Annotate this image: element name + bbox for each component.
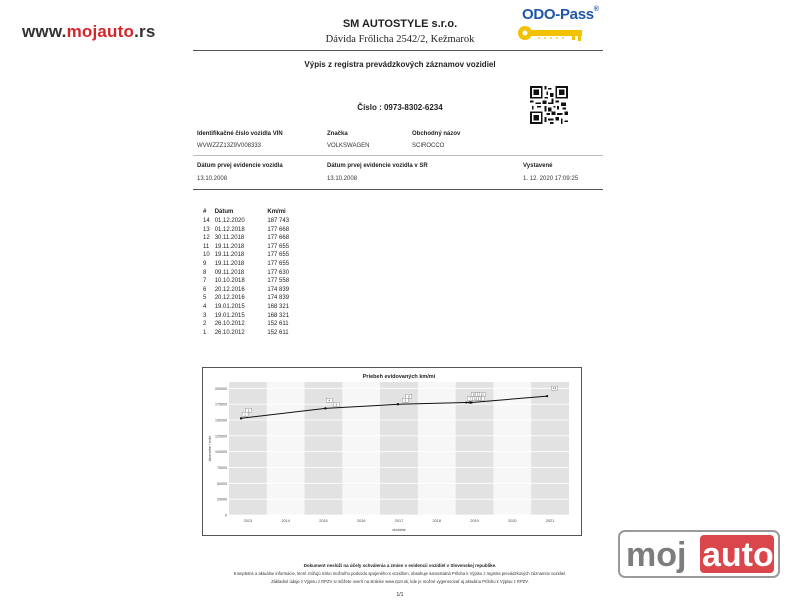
y-tick-label: 150000 xyxy=(215,418,227,423)
table-row xyxy=(203,294,294,303)
chart-year-band xyxy=(229,382,267,515)
model-value: SCIROCCO xyxy=(412,143,445,149)
first-reg-sr-label: Dátum prvej evidencie vozidla v SR xyxy=(327,163,428,169)
table-row xyxy=(203,320,294,329)
table-row xyxy=(203,243,294,252)
chart-year-band xyxy=(380,382,418,515)
x-tick-label: 2016 xyxy=(356,519,366,523)
row-number: 2 xyxy=(203,321,207,328)
x-tick-label: 2018 xyxy=(432,519,442,523)
chart-point-label: 5 xyxy=(404,398,407,403)
y-tick-label: 100000 xyxy=(215,450,227,455)
y-tick-label: 175000 xyxy=(215,402,227,407)
row-km: 177 630 xyxy=(267,269,290,276)
chart-point-label: 9 xyxy=(480,396,483,401)
company-address: Dávida Frőlicha 2542/2, Kežmarok xyxy=(325,34,475,45)
row-km: 174 839 xyxy=(267,286,290,293)
header-divider xyxy=(193,50,603,51)
model-label: Obchodný názov xyxy=(412,131,461,137)
table-row xyxy=(203,234,294,243)
row-km: 177 558 xyxy=(267,278,290,285)
x-tick-label: 2021 xyxy=(545,519,555,523)
chart-point-label: 3 xyxy=(335,402,338,407)
chart-data-point xyxy=(240,417,242,419)
row-km: 168 321 xyxy=(267,303,290,310)
row-km: 177 668 xyxy=(267,235,290,242)
row-date: 01.12.2018 xyxy=(214,226,245,233)
page-number: 1/1 xyxy=(396,592,404,598)
vin-label: Identifikačné číslo vozidla VIN xyxy=(197,131,283,137)
table-row xyxy=(203,329,294,338)
row-date: 26.10.2012 xyxy=(214,321,245,328)
row-date: 26.10.2012 xyxy=(214,329,245,336)
row-km: 177 655 xyxy=(267,252,290,259)
chart-title: Priebeh evidovaných km/mi xyxy=(362,374,436,380)
row-km: 187 743 xyxy=(267,218,290,224)
row-date: 09.11.2018 xyxy=(214,269,245,276)
watermark-logo-text-moj: moj xyxy=(626,536,687,574)
table-header-row xyxy=(203,208,294,217)
footer-verify-line: Základné údaje z Výpisu z RPZV si môžete overiť na stránke www.rpzv.sk, kde je možné vygenerovať aj aktuálnu Prílohu k Výpisu z RPZV. xyxy=(271,579,529,584)
chart-data-point xyxy=(546,395,548,397)
table-row xyxy=(203,269,294,278)
row-km: 177 668 xyxy=(267,226,290,233)
row-km: 152 611 xyxy=(267,329,289,336)
table-row xyxy=(203,303,294,312)
document-title: Výpis z registra prevádzkových záznamov vozidiel xyxy=(304,60,496,69)
first-reg-sr-value: 13.10.2008 xyxy=(327,176,358,182)
chart-point-label: 13 xyxy=(473,396,478,401)
row-km: 168 321 xyxy=(267,312,290,319)
chart-point-label: 7 xyxy=(469,396,472,401)
chart-point-label: 1 xyxy=(244,412,246,417)
row-km: 177 655 xyxy=(267,260,290,267)
y-tick-label: 75000 xyxy=(217,466,227,470)
row-date: 19.11.2018 xyxy=(214,260,245,267)
mojauto-watermark-logo xyxy=(618,530,780,578)
table-row xyxy=(203,226,294,235)
row-number: 9 xyxy=(203,260,207,267)
chart-data-point xyxy=(465,401,467,403)
mileage-chart xyxy=(203,368,581,535)
mileage-chart-frame xyxy=(202,367,582,536)
info-divider xyxy=(193,155,603,156)
footer-info-line: Kompletné a aktuálne informácie, ktoré znižujú riziko možného podvodu spojeného s vozidlom, obsahuje samostatná Príloha k Výpisu z registra prevádzkových záznamov vozidiel. xyxy=(233,571,567,576)
x-tick-label: 2019 xyxy=(470,519,479,523)
make-value: VOLKSWAGEN xyxy=(327,143,370,149)
row-number: 1 xyxy=(203,329,207,336)
col-date-header: Dátum xyxy=(214,209,234,215)
document-number: Číslo : 0973-8302-6234 xyxy=(357,103,443,112)
chart-point-label: 12 xyxy=(480,392,484,397)
row-km: 174 839 xyxy=(267,295,290,302)
row-date: 20.12.2016 xyxy=(214,295,245,302)
row-date: 20.12.2016 xyxy=(214,286,245,293)
row-date: 19.01.2015 xyxy=(214,303,245,310)
row-number: 3 xyxy=(203,312,207,319)
row-number: 11 xyxy=(203,243,210,250)
first-reg-label: Dátum prvej evidencie vozidla xyxy=(197,163,283,169)
x-axis-label: obdobie xyxy=(392,528,406,532)
key-icon xyxy=(516,22,606,44)
table-row xyxy=(203,277,294,286)
col-km-header: Km/mi xyxy=(267,209,286,215)
row-number: 6 xyxy=(203,286,207,293)
company-name: SM AUTOSTYLE s.r.o. xyxy=(342,18,458,30)
first-reg-value: 13.10.2008 xyxy=(197,176,228,182)
chart-year-band xyxy=(531,382,569,515)
table-row xyxy=(203,260,294,269)
row-km: 152 611 xyxy=(267,321,289,328)
make-label: Značka xyxy=(327,131,348,137)
watermark-url: www.mojauto.rs xyxy=(22,22,156,41)
y-tick-label: 25000 xyxy=(217,497,227,502)
y-tick-label: 0 xyxy=(225,513,227,518)
qr-code-icon xyxy=(530,86,568,124)
chart-data-point xyxy=(470,401,472,403)
row-number: 5 xyxy=(203,295,207,302)
row-date: 19.11.2018 xyxy=(214,243,245,250)
issued-value: 1. 12. 2020 17:09:25 xyxy=(523,176,579,182)
issued-label: Vystavené xyxy=(523,163,553,169)
row-km: 177 655 xyxy=(267,243,290,250)
y-tick-label: 200000 xyxy=(215,386,227,391)
chart-point-label: 6 xyxy=(408,394,410,399)
vin-value: WVWZZZ13Z9V008333 xyxy=(197,143,262,149)
row-number: 14 xyxy=(203,218,210,224)
row-date: 01.12.2020 xyxy=(214,218,245,224)
row-number: 8 xyxy=(203,269,207,276)
col-number-header: # xyxy=(203,209,207,215)
table-row xyxy=(203,312,294,321)
watermark-logo-text-auto: auto xyxy=(702,536,774,574)
row-number: 12 xyxy=(203,235,210,242)
row-number: 13 xyxy=(203,226,210,233)
row-number: 4 xyxy=(203,303,207,310)
row-date: 10.10.2018 xyxy=(214,278,245,285)
table-row xyxy=(203,217,294,226)
y-tick-label: 125000 xyxy=(215,434,227,439)
table-row xyxy=(203,251,294,260)
table-row xyxy=(203,286,294,295)
info-bottom-divider xyxy=(193,189,603,190)
y-axis-label: kilometre / míle xyxy=(208,435,212,462)
x-tick-label: 2020 xyxy=(508,519,517,523)
chart-point-label: 14 xyxy=(553,386,557,391)
mileage-history-table xyxy=(203,208,294,337)
row-date: 19.01.2015 xyxy=(214,312,245,319)
x-tick-label: 2015 xyxy=(319,519,328,523)
chart-data-point xyxy=(324,407,326,409)
row-date: 30.11.2018 xyxy=(214,235,245,242)
chart-point-label: 4 xyxy=(328,398,331,403)
chart-data-point xyxy=(397,403,399,405)
row-number: 7 xyxy=(203,278,207,285)
row-number: 10 xyxy=(203,252,210,259)
row-date: 19.11.2018 xyxy=(214,252,245,259)
x-tick-label: 2014 xyxy=(281,519,290,523)
odo-pass-logo: ODO-Pass® xyxy=(522,6,599,23)
chart-point-label: 10 xyxy=(472,392,476,397)
footer-disclaimer: Dokument neslúži na účely schválenia a zmien v evidencii vozidiel v Slovenskej republike. xyxy=(303,563,497,568)
x-tick-label: 2017 xyxy=(394,519,404,523)
x-tick-label: 2013 xyxy=(243,519,253,523)
chart-point-label: 2 xyxy=(247,408,250,413)
y-tick-label: 50000 xyxy=(217,481,227,486)
